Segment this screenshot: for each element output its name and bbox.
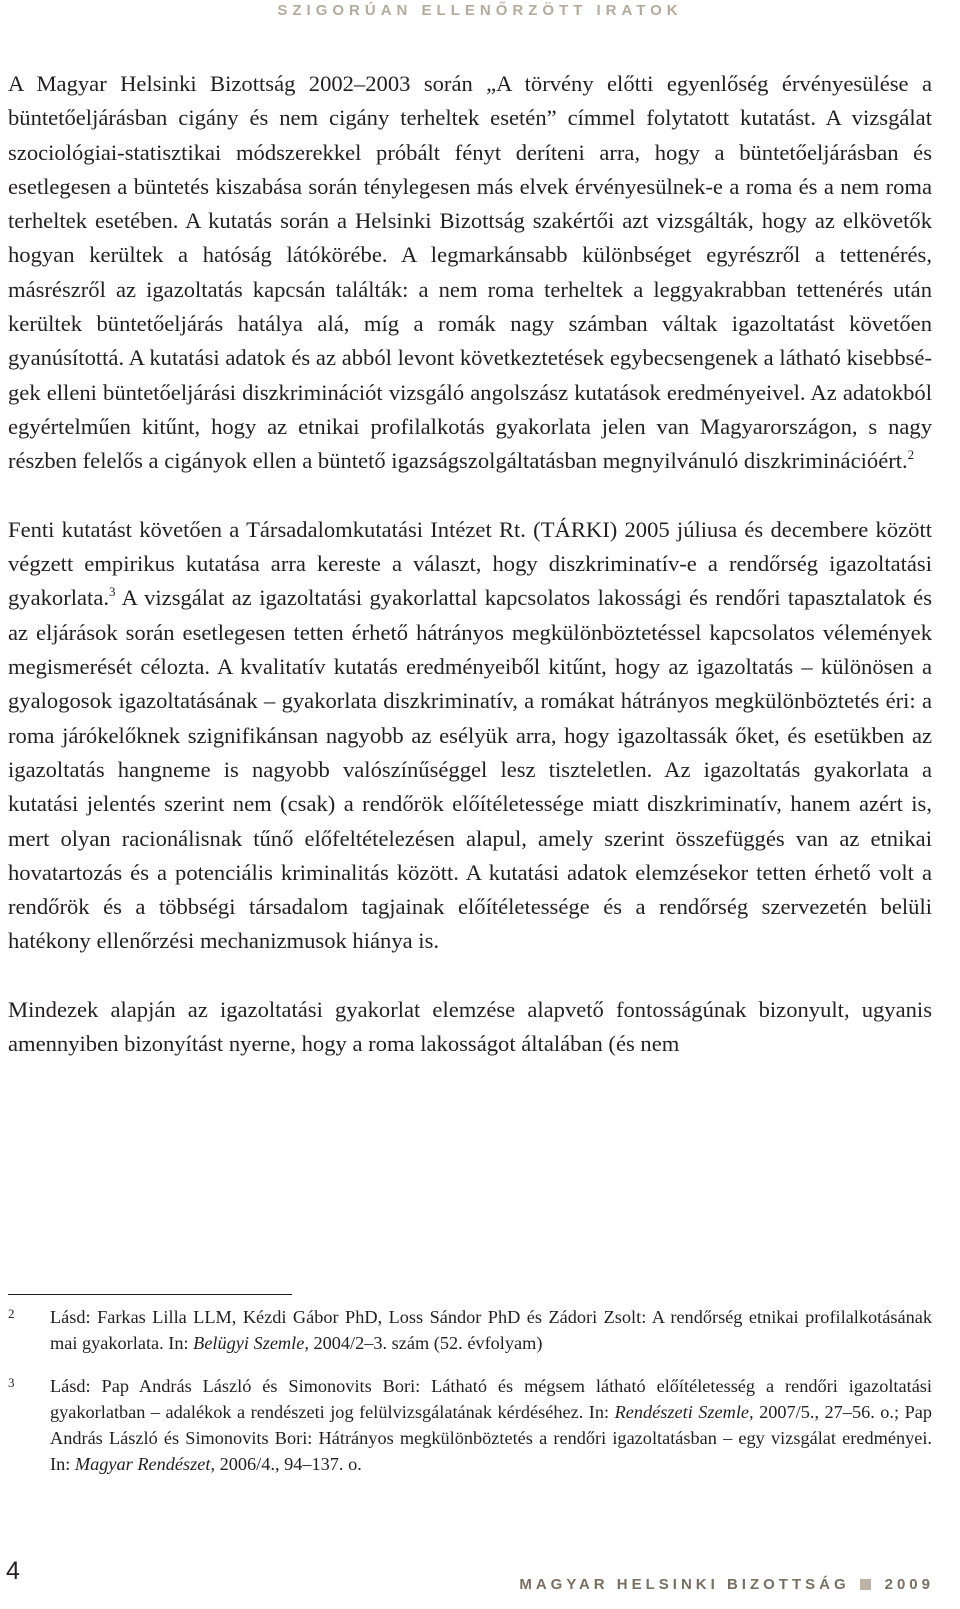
footnote-text: Lásd: Farkas Lilla LLM, Kézdi Gábor PhD, Loss Sándor PhD és Zádori Zsolt: A rendőrség etnikai profilalkotásának mai gyakorlata. In: — [50, 1307, 932, 1354]
footnote-text: , 2004/2–3. szám (52. évfolyam) — [304, 1333, 543, 1354]
footer-brand — [519, 1576, 934, 1593]
publisher-name: MAGYAR HELSINKI BIZOTTSÁG — [519, 1576, 850, 1593]
footnote-number: 2 — [8, 1306, 15, 1321]
footnote-text: Lásd: Pap András László és Simonovits Bori: Látható és mégsem látható előítéletesség a rendőri igazoltatási gyakorlatban – adalékok a rendészeti jog felülvizsgálatának kérdéséhez. In: — [50, 1375, 932, 1422]
footnote-2 — [8, 1304, 932, 1357]
paragraph-1 — [8, 67, 932, 479]
footnotes — [8, 1304, 932, 1478]
running-head: SZIGORÚAN ELLENŐRZÖTT IRATOK — [277, 2, 683, 19]
page-number: 4 — [6, 1557, 20, 1585]
footnote-3 — [8, 1373, 932, 1478]
journal-title: Magyar Rendészet, — [74, 1454, 216, 1475]
footnote-ref-3[interactable]: 3 — [109, 584, 116, 600]
footnote-number: 3 — [8, 1374, 15, 1390]
paragraph-2-text-a: Fenti kutatást követően a Társadalomkutatási Intézet Rt. (TÁRKI) 2005 júliusa és decembere között végzett empirikus kutatása arra kereste a választ, hogy diszkriminatív-e a rendőrség igazoltatási gyakorlata. — [8, 516, 932, 611]
footnote-text: 2006/4., 94–137. o. — [215, 1454, 362, 1475]
paragraph-1-text: A Magyar Helsinki Bizottság 2002–2003 során „A törvény előtti egyenlőség érvényesülése a büntetőeljárásban cigány és nem cigány terheltek esetén” címmel folytatott kutatást. A vizsgálat szociológiai-statisztikai módszerekkel próbált fényt deríteni arra, hogy a büntetőeljárásban és esetlegesen a büntetés kiszabása során ténylegesen más elvek érvényesülnek-e a roma és a nem roma terheltek esetében. A kutatás során a Helsinki Bizottság szakértői azt vizsgálták, hogy az elkövetők hogyan kerültek a hatóság látókörébe. A legmarkánsabb különbséget egyrészről a tettenérés, másrészről az igazoltatás kapcsán találták: a nem roma terheltek a leggyakrabban tettenérés után kerültek büntetőeljárás hatálya alá, míg a romák nagy számban váltak igazoltatást követően gyanúsítottá. A kutatási adatok és az abból levont következtetések egybecsengenek a látható kisebbségek elleni büntetőeljárási diszkriminációt vizsgáló angolszász kutatások eredményeivel. Az adatokból egyértelműen kitűnt, hogy az etnikai profilalkotás gyakorlata jelen van Magyarországon, s nagy részben felelős a cigányok ellen a büntető igazságszolgáltatásban megnyilvánuló diszkriminációért. — [8, 71, 932, 474]
paragraph-3: Mindezek alapján az igazoltatási gyakorlat elemzése alapvető fontosságúnak bizonyult, ugyanis amennyiben bizonyítást nyerne, hogy a roma lakosságot általában (és nem — [8, 997, 932, 1057]
paragraph-2-text-b: A vizsgálat az igazoltatási gyakorlattal kapcsolatos lakossági és rendőri tapasztalatok és az eljárások során esetlegesen tetten érhető hátrányos megkülönböztetéssel kapcsolatos vélemények megismerését célozta. A kvalitatív kutatás eredményeiből kitűnt, hogy az igazoltatás – különösen a gyalogosok igazoltatásának – gyakorlata diszkriminatív, a romákat hátrányos megkülönböztetés éri: a roma járókelőknek szignifikánsan nagyobb az esélyük arra, hogy igazoltassák őket, és esetükben az igazoltatás hangneme is nagyobb valószínűséggel lesz tiszteletlen. Az igazoltatás gyakorlata a kutatási jelentés szerint nem (csak) a rendőrök előítéletessége miatt diszkriminatív, hanem azért is, mert olyan racionálisnak tűnő előfeltételezésen alapul, amely szerint összefüggés van az etnikai hovatartozás és a potenciális kriminalitás között. A kutatási adatok elemzésekor tetten érhető volt a rendőrök és a többségi társadalom tagjainak előítéletessége és a rendőrség szervezetén belüli hatékony ellenőrzési mechanizmusok hiánya is. — [8, 585, 932, 954]
body-text — [8, 67, 932, 1062]
footnote-divider — [8, 1294, 292, 1295]
paragraph-2 — [8, 513, 932, 959]
publication-year: 2009 — [884, 1576, 934, 1593]
footnote-ref-2[interactable]: 2 — [907, 447, 915, 463]
footnote-text: 2007/5., 27–56. o.; Pap András László és Simonovits Bori: Hátrányos megkülönböztetés a rendőri igazoltatásban – egy vizsgálat eredményei. In: — [50, 1401, 932, 1475]
journal-title: Belügyi Szemle — [193, 1333, 305, 1354]
square-separator-icon — [860, 1579, 871, 1590]
journal-title: Rendészeti Szemle, — [614, 1401, 754, 1422]
